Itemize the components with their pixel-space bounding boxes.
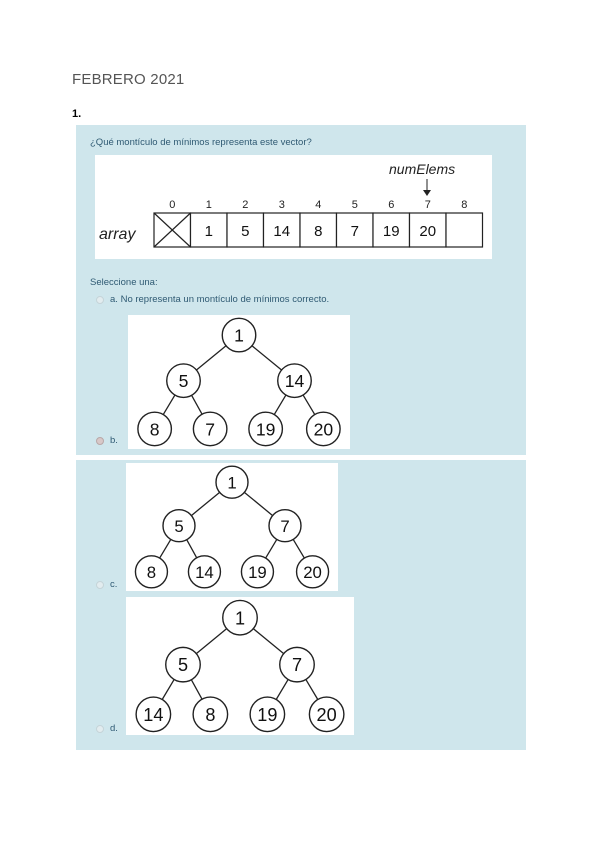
array-cells xyxy=(154,213,483,247)
tree-edge xyxy=(162,679,174,699)
tree-node-value: 8 xyxy=(149,419,160,440)
tree-edge xyxy=(303,395,315,414)
select-label: Seleccione una: xyxy=(90,277,158,288)
tree-node-value: 19 xyxy=(248,562,267,582)
option-b-tree-image xyxy=(128,315,350,449)
tree-edge xyxy=(163,395,175,414)
tree-node-value: 20 xyxy=(313,419,334,440)
array-cell-value: 8 xyxy=(314,223,323,240)
tree-node-value: 1 xyxy=(227,473,237,493)
pointer-label: numElems xyxy=(389,161,456,177)
option-a-letter: a. xyxy=(110,294,118,305)
heap-tree-c xyxy=(126,463,338,591)
array-index: 0 xyxy=(169,199,176,211)
tree-edge xyxy=(160,539,171,558)
tree-node-value: 8 xyxy=(205,704,216,725)
array-figure xyxy=(95,155,492,259)
tree-node-value: 20 xyxy=(303,562,322,582)
question-panel-continued xyxy=(76,460,526,750)
tree-node-value: 14 xyxy=(143,704,164,725)
tree-node-value: 19 xyxy=(257,704,278,725)
array-label: array xyxy=(99,226,136,243)
array-index: 1 xyxy=(205,199,212,211)
tree-edge xyxy=(196,629,226,654)
page-title: FEBRERO 2021 xyxy=(72,71,185,88)
array-cell-value: 7 xyxy=(350,223,359,240)
tree-edge xyxy=(306,679,318,699)
tree-node-value: 14 xyxy=(195,562,214,582)
radio-option-b[interactable] xyxy=(96,437,104,445)
tree-node-value: 5 xyxy=(177,655,189,676)
option-c-letter: c. xyxy=(110,579,118,590)
tree-edge xyxy=(191,492,219,515)
question-panel xyxy=(76,125,526,455)
tree-node-value: 1 xyxy=(234,608,246,629)
option-b-letter: b. xyxy=(110,435,118,446)
tree-node-value: 5 xyxy=(174,516,184,536)
array-cell-value: 20 xyxy=(419,223,437,240)
tree-edge xyxy=(191,680,202,699)
option-b[interactable] xyxy=(96,435,118,446)
radio-option-c[interactable] xyxy=(96,581,104,589)
tree-node-value: 7 xyxy=(291,655,303,676)
tree-edge xyxy=(253,629,283,654)
tree-edge xyxy=(293,539,304,558)
array-index: 7 xyxy=(424,199,431,211)
array-diagram xyxy=(95,155,492,259)
tree-node-value: 19 xyxy=(255,419,276,440)
array-index: 2 xyxy=(242,199,249,211)
array-cell-value: 1 xyxy=(204,223,213,240)
tree-node-value: 5 xyxy=(178,371,189,392)
tree-edge xyxy=(266,539,277,558)
index-row xyxy=(169,199,467,211)
tree-node-value: 7 xyxy=(205,419,216,440)
option-a-text: No representa un montículo de mínimos correcto. xyxy=(120,294,330,305)
tree-node-value: 7 xyxy=(280,516,290,536)
tree-edge xyxy=(274,395,286,414)
array-index: 4 xyxy=(315,199,322,211)
tree-edge xyxy=(192,395,202,414)
question-text: ¿Qué montículo de mínimos representa este vector? xyxy=(90,137,312,148)
option-d-tree-image xyxy=(126,597,354,735)
tree-edge xyxy=(196,346,226,370)
tree-edge xyxy=(187,540,197,558)
heap-tree-d xyxy=(126,597,354,735)
tree-edge xyxy=(276,679,288,699)
option-c-tree-image xyxy=(126,463,338,591)
pointer-arrow-head xyxy=(423,190,431,196)
array-index: 8 xyxy=(461,199,468,211)
tree-node-value: 1 xyxy=(234,325,244,346)
array-cell xyxy=(446,213,483,247)
radio-option-d[interactable] xyxy=(96,725,104,733)
array-index: 6 xyxy=(388,199,395,211)
heap-tree-b xyxy=(128,315,350,449)
array-cell-value: 5 xyxy=(241,223,250,240)
tree-node-value: 8 xyxy=(146,562,157,582)
array-index: 3 xyxy=(278,199,285,211)
tree-edge xyxy=(244,492,272,515)
tree-edge xyxy=(252,346,282,370)
option-c[interactable] xyxy=(96,579,117,590)
tree-node-value: 20 xyxy=(316,704,337,725)
option-d[interactable] xyxy=(96,723,118,734)
option-d-letter: d. xyxy=(110,723,118,734)
tree-node-value: 14 xyxy=(284,371,305,392)
question-number: 1. xyxy=(72,108,82,120)
array-index: 5 xyxy=(351,199,358,211)
radio-option-a[interactable] xyxy=(96,296,104,304)
array-cell-value: 19 xyxy=(382,223,400,240)
option-a[interactable] xyxy=(96,294,329,305)
array-cell-value: 14 xyxy=(273,223,291,240)
